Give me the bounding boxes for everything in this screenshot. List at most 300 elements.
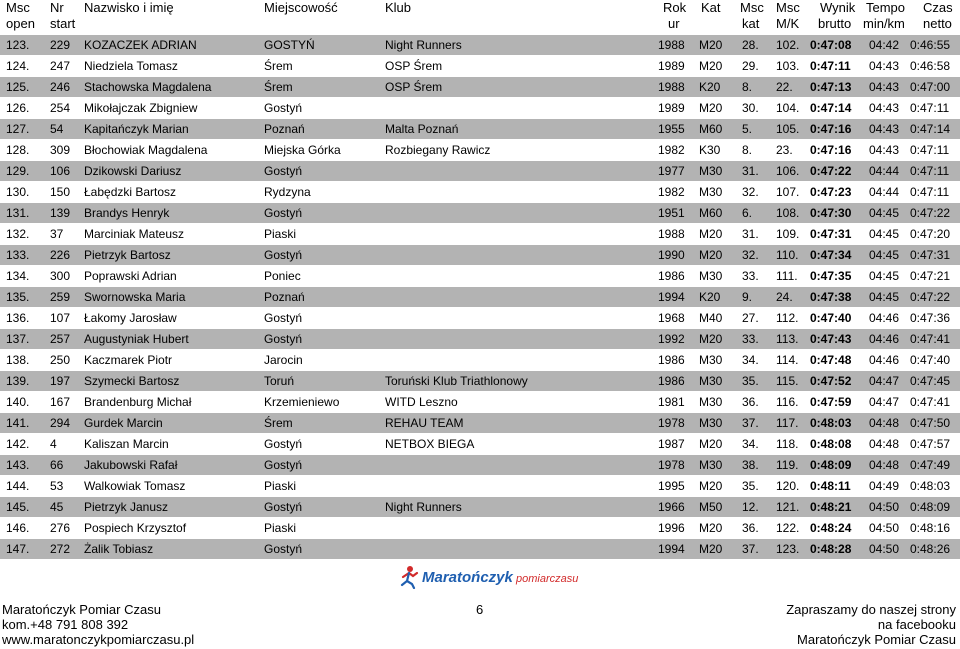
cell-runner-name: Błochowiak Magdalena: [84, 143, 208, 157]
cell-city: Gostyń: [264, 248, 303, 262]
cell-gross-time: 0:47:16: [810, 122, 852, 136]
cell-category: M20: [699, 542, 723, 556]
cell-category: K20: [699, 290, 721, 304]
cell-category: M20: [699, 521, 723, 535]
table-row: [0, 497, 960, 518]
header-nr-start: Nr: [50, 0, 64, 15]
cell-pace: 04:46: [869, 311, 900, 325]
cell-club: OSP Śrem: [385, 59, 443, 73]
cell-pace: 04:46: [869, 332, 900, 346]
cell-net-time: 0:47:22: [910, 290, 951, 304]
cell-club: NETBOX BIEGA: [385, 437, 475, 451]
cell-category-place: 12.: [742, 500, 759, 514]
cell-place: 145.: [6, 500, 30, 514]
cell-category-place: 27.: [742, 311, 759, 325]
header-czas-2: netto: [923, 16, 952, 31]
cell-category-place: 9.: [742, 290, 753, 304]
cell-place: 130.: [6, 185, 30, 199]
table-row: [0, 266, 960, 287]
cell-place: 124.: [6, 59, 30, 73]
table-row: [0, 35, 960, 56]
cell-bib: 197: [50, 374, 71, 388]
cell-gender-place: 110.: [776, 248, 799, 262]
cell-city: Krzemieniewo: [264, 395, 340, 409]
cell-city: Gostyń: [264, 437, 303, 451]
cell-pace: 04:48: [869, 416, 900, 430]
cell-bib: 246: [50, 80, 71, 94]
cell-gender-place: 109.: [776, 227, 800, 241]
cell-gross-time: 0:47:38: [810, 290, 852, 304]
table-row: [0, 455, 960, 476]
cell-birth-year: 1951: [658, 206, 685, 220]
header-rok: Rok: [663, 0, 687, 15]
logo-subtext: pomiarczasu: [516, 573, 579, 585]
cell-place: 136.: [6, 311, 30, 325]
cell-gender-place: 102.: [776, 38, 800, 52]
cell-gross-time: 0:48:24: [810, 521, 852, 535]
cell-category: M20: [699, 479, 723, 493]
header-msc-mk: Msc: [776, 0, 800, 15]
cell-birth-year: 1988: [658, 38, 685, 52]
footer-right-line2: na facebooku: [877, 617, 956, 632]
cell-bib: 150: [50, 185, 71, 199]
table-header: [0, 0, 960, 34]
table-row: [0, 203, 960, 224]
cell-birth-year: 1982: [658, 143, 685, 157]
cell-gross-time: 0:47:31: [810, 227, 852, 241]
cell-gender-place: 118.: [776, 437, 799, 451]
cell-pace: 04:43: [869, 80, 900, 94]
cell-runner-name: Stachowska Magdalena: [84, 80, 212, 94]
table-row: [0, 308, 960, 329]
cell-bib: 300: [50, 269, 71, 283]
cell-gross-time: 0:47:22: [810, 164, 852, 178]
cell-category: M20: [699, 227, 723, 241]
cell-category-place: 29.: [742, 59, 759, 73]
cell-bib: 106: [50, 164, 71, 178]
cell-birth-year: 1982: [658, 185, 685, 199]
cell-place: 141.: [6, 416, 30, 430]
cell-birth-year: 1966: [658, 500, 685, 514]
cell-category-place: 36.: [742, 395, 759, 409]
cell-category-place: 8.: [742, 80, 753, 94]
cell-birth-year: 1986: [658, 353, 685, 367]
cell-gross-time: 0:47:43: [810, 332, 852, 346]
cell-category: M30: [699, 395, 723, 409]
cell-city: Śrem: [264, 59, 293, 73]
cell-bib: 294: [50, 416, 71, 430]
logo-graphic: [400, 563, 580, 589]
cell-runner-name: Marciniak Mateusz: [84, 227, 185, 241]
cell-birth-year: 1968: [658, 311, 685, 325]
cell-club: Malta Poznań: [385, 122, 459, 136]
cell-net-time: 0:47:49: [910, 458, 951, 472]
cell-city: Miejska Górka: [264, 143, 341, 157]
cell-category-place: 8.: [742, 143, 753, 157]
cell-gender-place: 24.: [776, 290, 793, 304]
header-msc-open: Msc: [6, 0, 30, 15]
cell-club: Rozbiegany Rawicz: [385, 143, 491, 157]
table-row: [0, 245, 960, 266]
cell-category: M20: [699, 59, 723, 73]
cell-birth-year: 1989: [658, 59, 685, 73]
header-nr-start-2: start: [50, 16, 76, 31]
cell-city: Gostyń: [264, 101, 303, 115]
cell-gross-time: 0:47:30: [810, 206, 852, 220]
cell-birth-year: 1989: [658, 101, 685, 115]
cell-net-time: 0:47:22: [910, 206, 951, 220]
cell-gross-time: 0:47:59: [810, 395, 852, 409]
cell-category: M60: [699, 122, 723, 136]
cell-category: M20: [699, 437, 723, 451]
page-number: 6: [476, 602, 484, 617]
cell-bib: 54: [50, 122, 64, 136]
cell-pace: 04:46: [869, 353, 900, 367]
cell-category-place: 35.: [742, 374, 759, 388]
cell-runner-name: Pospiech Krzysztof: [84, 521, 187, 535]
cell-net-time: 0:47:57: [910, 437, 951, 451]
cell-net-time: 0:48:03: [910, 479, 951, 493]
cell-runner-name: Swornowska Maria: [84, 290, 186, 304]
cell-runner-name: Niedziela Tomasz: [84, 59, 178, 73]
cell-runner-name: Pietrzyk Bartosz: [84, 248, 171, 262]
cell-gross-time: 0:47:52: [810, 374, 852, 388]
cell-city: Piaski: [264, 521, 297, 535]
runner-icon: [402, 566, 417, 588]
cell-birth-year: 1992: [658, 332, 685, 346]
cell-gross-time: 0:47:48: [810, 353, 852, 367]
cell-net-time: 0:47:20: [910, 227, 951, 241]
table-row: [0, 56, 960, 77]
cell-category-place: 38.: [742, 458, 759, 472]
cell-place: 131.: [6, 206, 30, 220]
cell-bib: 167: [50, 395, 71, 409]
cell-gender-place: 22.: [776, 80, 793, 94]
cell-net-time: 0:47:11: [910, 101, 950, 115]
cell-pace: 04:44: [869, 185, 900, 199]
header-club: Klub: [385, 0, 412, 15]
cell-net-time: 0:47:14: [910, 122, 951, 136]
cell-bib: 229: [50, 38, 71, 52]
cell-gender-place: 104.: [776, 101, 800, 115]
cell-birth-year: 1994: [658, 542, 685, 556]
cell-net-time: 0:47:11: [910, 164, 950, 178]
cell-gender-place: 112.: [776, 311, 799, 325]
cell-place: 129.: [6, 164, 30, 178]
cell-net-time: 0:48:26: [910, 542, 951, 556]
cell-pace: 04:50: [869, 521, 900, 535]
cell-pace: 04:48: [869, 437, 900, 451]
cell-pace: 04:47: [869, 374, 900, 388]
header-czas: Czas: [923, 0, 953, 15]
cell-bib: 309: [50, 143, 71, 157]
table-row: [0, 98, 960, 119]
cell-gender-place: 115.: [776, 374, 799, 388]
cell-city: GOSTYŃ: [264, 38, 315, 52]
cell-city: Piaski: [264, 227, 297, 241]
cell-runner-name: Szymecki Bartosz: [84, 374, 180, 388]
cell-net-time: 0:46:58: [910, 59, 951, 73]
cell-runner-name: KOZACZEK ADRIAN: [84, 38, 197, 52]
header-rok-2: ur: [668, 16, 680, 31]
cell-pace: 04:45: [869, 227, 900, 241]
cell-gross-time: 0:47:11: [810, 59, 851, 73]
cell-gender-place: 119.: [776, 458, 799, 472]
cell-bib: 257: [50, 332, 71, 346]
cell-place: 134.: [6, 269, 30, 283]
cell-runner-name: Brandys Henryk: [84, 206, 170, 220]
table-row: [0, 392, 960, 413]
cell-city: Gostyń: [264, 458, 303, 472]
cell-birth-year: 1955: [658, 122, 685, 136]
results-table: [0, 35, 960, 560]
cell-net-time: 0:47:11: [910, 143, 950, 157]
header-msc-open-2: open: [6, 16, 35, 31]
cell-pace: 04:42: [869, 38, 900, 52]
cell-place: 123.: [6, 38, 30, 52]
table-row: [0, 518, 960, 539]
footer-left-line2: kom.+48 791 808 392: [2, 617, 129, 632]
cell-birth-year: 1978: [658, 458, 685, 472]
table-row: [0, 224, 960, 245]
cell-category: K30: [699, 143, 721, 157]
cell-category-place: 6.: [742, 206, 753, 220]
cell-club: Toruński Klub Triathlonowy: [385, 374, 528, 388]
cell-category: M50: [699, 500, 723, 514]
cell-pace: 04:43: [869, 143, 900, 157]
cell-city: Gostyń: [264, 164, 303, 178]
cell-birth-year: 1995: [658, 479, 685, 493]
cell-pace: 04:43: [869, 122, 900, 136]
header-wynik-2: brutto: [818, 16, 852, 31]
cell-bib: 139: [50, 206, 71, 220]
cell-gross-time: 0:47:08: [810, 38, 852, 52]
header-city: Miejscowość: [264, 0, 338, 15]
cell-gender-place: 116.: [776, 395, 799, 409]
cell-bib: 226: [50, 248, 71, 262]
cell-runner-name: Jakubowski Rafał: [84, 458, 178, 472]
cell-gender-place: 111.: [776, 269, 798, 283]
table-row: [0, 350, 960, 371]
cell-pace: 04:45: [869, 206, 900, 220]
cell-category-place: 28.: [742, 38, 759, 52]
cell-gross-time: 0:47:13: [810, 80, 852, 94]
cell-gross-time: 0:47:40: [810, 311, 852, 325]
cell-gender-place: 120.: [776, 479, 800, 493]
cell-category: M30: [699, 164, 723, 178]
cell-club: Night Runners: [385, 38, 462, 52]
cell-net-time: 0:48:09: [910, 500, 951, 514]
cell-city: Śrem: [264, 416, 293, 430]
cell-birth-year: 1987: [658, 437, 685, 451]
cell-runner-name: Brandenburg Michał: [84, 395, 192, 409]
cell-net-time: 0:47:40: [910, 353, 951, 367]
cell-city: Gostyń: [264, 206, 303, 220]
cell-place: 125.: [6, 80, 30, 94]
footer-right-line1: Zapraszamy do naszej strony: [786, 602, 956, 617]
header-msc-mk-2: M/K: [776, 16, 800, 31]
cell-category-place: 34.: [742, 437, 759, 451]
cell-birth-year: 1981: [658, 395, 685, 409]
cell-net-time: 0:47:31: [910, 248, 951, 262]
cell-place: 142.: [6, 437, 30, 451]
cell-runner-name: Pietrzyk Janusz: [84, 500, 169, 514]
cell-category: M20: [699, 38, 723, 52]
cell-runner-name: Żalik Tobiasz: [84, 542, 154, 556]
cell-category-place: 31.: [742, 227, 759, 241]
cell-net-time: 0:46:55: [910, 38, 951, 52]
cell-birth-year: 1977: [658, 164, 685, 178]
cell-place: 133.: [6, 248, 30, 262]
cell-runner-name: Mikołajczak Zbigniew: [84, 101, 198, 115]
cell-bib: 250: [50, 353, 71, 367]
cell-pace: 04:43: [869, 59, 900, 73]
table-row: [0, 182, 960, 203]
cell-place: 132.: [6, 227, 30, 241]
cell-net-time: 0:47:41: [910, 395, 951, 409]
cell-pace: 04:45: [869, 269, 900, 283]
cell-city: Poznań: [264, 122, 305, 136]
cell-category-place: 35.: [742, 479, 759, 493]
cell-city: Gostyń: [264, 542, 303, 556]
cell-category-place: 33.: [742, 269, 759, 283]
cell-category: M40: [699, 311, 723, 325]
cell-gender-place: 108.: [776, 206, 800, 220]
cell-gender-place: 123.: [776, 542, 800, 556]
cell-place: 140.: [6, 395, 30, 409]
cell-club: OSP Śrem: [385, 80, 443, 94]
cell-category-place: 32.: [742, 248, 759, 262]
cell-place: 138.: [6, 353, 30, 367]
cell-city: Poznań: [264, 290, 305, 304]
cell-pace: 04:44: [869, 164, 900, 178]
cell-pace: 04:49: [869, 479, 900, 493]
cell-gross-time: 0:48:09: [810, 458, 852, 472]
cell-bib: 259: [50, 290, 71, 304]
header-wynik: Wynik: [820, 0, 856, 15]
cell-net-time: 0:47:11: [910, 185, 950, 199]
cell-pace: 04:45: [869, 290, 900, 304]
cell-category-place: 31.: [742, 164, 759, 178]
cell-bib: 276: [50, 521, 71, 535]
cell-bib: 272: [50, 542, 71, 556]
cell-net-time: 0:48:16: [910, 521, 951, 535]
cell-place: 144.: [6, 479, 30, 493]
cell-category: M30: [699, 374, 723, 388]
cell-gender-place: 23.: [776, 143, 793, 157]
cell-pace: 04:43: [869, 101, 900, 115]
cell-runner-name: Dzikowski Dariusz: [84, 164, 182, 178]
cell-bib: 53: [50, 479, 64, 493]
cell-gender-place: 121.: [776, 500, 800, 514]
cell-gross-time: 0:48:28: [810, 542, 852, 556]
cell-pace: 04:47: [869, 395, 900, 409]
cell-category-place: 30.: [742, 101, 759, 115]
cell-category: M30: [699, 353, 723, 367]
cell-place: 139.: [6, 374, 30, 388]
cell-gender-place: 106.: [776, 164, 800, 178]
cell-place: 146.: [6, 521, 30, 535]
cell-runner-name: Gurdek Marcin: [84, 416, 163, 430]
cell-category: M60: [699, 206, 723, 220]
logo-text: Maratończyk: [422, 569, 513, 586]
cell-city: Toruń: [264, 374, 295, 388]
cell-net-time: 0:47:00: [910, 80, 951, 94]
cell-gross-time: 0:48:08: [810, 437, 852, 451]
table-row: [0, 119, 960, 140]
cell-gross-time: 0:47:34: [810, 248, 852, 262]
cell-runner-name: Kaliszan Marcin: [84, 437, 169, 451]
cell-place: 126.: [6, 101, 30, 115]
cell-gross-time: 0:47:35: [810, 269, 852, 283]
cell-bib: 66: [50, 458, 64, 472]
cell-net-time: 0:47:50: [910, 416, 951, 430]
cell-category: K20: [699, 80, 721, 94]
cell-net-time: 0:47:21: [910, 269, 951, 283]
table-row: [0, 161, 960, 182]
cell-runner-name: Walkowiak Tomasz: [84, 479, 186, 493]
cell-city: Rydzyna: [264, 185, 311, 199]
cell-net-time: 0:47:41: [910, 332, 951, 346]
footer-left-line1: Maratończyk Pomiar Czasu: [2, 602, 161, 617]
cell-category-place: 34.: [742, 353, 759, 367]
table-row: [0, 434, 960, 455]
header-kat: Kat: [701, 0, 721, 15]
cell-gross-time: 0:48:21: [810, 500, 852, 514]
cell-runner-name: Augustyniak Hubert: [84, 332, 189, 346]
cell-birth-year: 1988: [658, 80, 685, 94]
cell-place: 128.: [6, 143, 30, 157]
header-tempo-2: min/km: [863, 16, 905, 31]
cell-club: REHAU TEAM: [385, 416, 464, 430]
cell-category-place: 5.: [742, 122, 753, 136]
cell-city: Gostyń: [264, 311, 303, 325]
cell-bib: 247: [50, 59, 71, 73]
cell-runner-name: Poprawski Adrian: [84, 269, 177, 283]
cell-birth-year: 1988: [658, 227, 685, 241]
cell-city: Gostyń: [264, 332, 303, 346]
cell-gender-place: 103.: [776, 59, 800, 73]
cell-pace: 04:45: [869, 248, 900, 262]
cell-birth-year: 1996: [658, 521, 685, 535]
footer-website: www.maratonczykpomiarczasu.pl: [2, 632, 195, 647]
cell-city: Śrem: [264, 80, 293, 94]
cell-gross-time: 0:47:14: [810, 101, 852, 115]
cell-category: M30: [699, 416, 723, 430]
cell-bib: 4: [50, 437, 57, 451]
cell-pace: 04:50: [869, 542, 900, 556]
table-row: [0, 77, 960, 98]
cell-place: 137.: [6, 332, 30, 346]
cell-runner-name: Kapitańczyk Marian: [84, 122, 189, 136]
maratonczyk-logo: [400, 563, 580, 589]
cell-category-place: 36.: [742, 521, 759, 535]
cell-gross-time: 0:47:16: [810, 143, 852, 157]
cell-birth-year: 1978: [658, 416, 685, 430]
cell-category: M30: [699, 269, 723, 283]
cell-city: Poniec: [264, 269, 301, 283]
cell-runner-name: Łabędzki Bartosz: [84, 185, 177, 199]
table-row: [0, 539, 960, 560]
cell-gender-place: 114.: [776, 353, 799, 367]
cell-category: M20: [699, 248, 723, 262]
table-row: [0, 329, 960, 350]
cell-club: Night Runners: [385, 500, 462, 514]
cell-category-place: 37.: [742, 542, 759, 556]
cell-gender-place: 105.: [776, 122, 800, 136]
cell-category: M20: [699, 101, 723, 115]
cell-city: Piaski: [264, 479, 297, 493]
